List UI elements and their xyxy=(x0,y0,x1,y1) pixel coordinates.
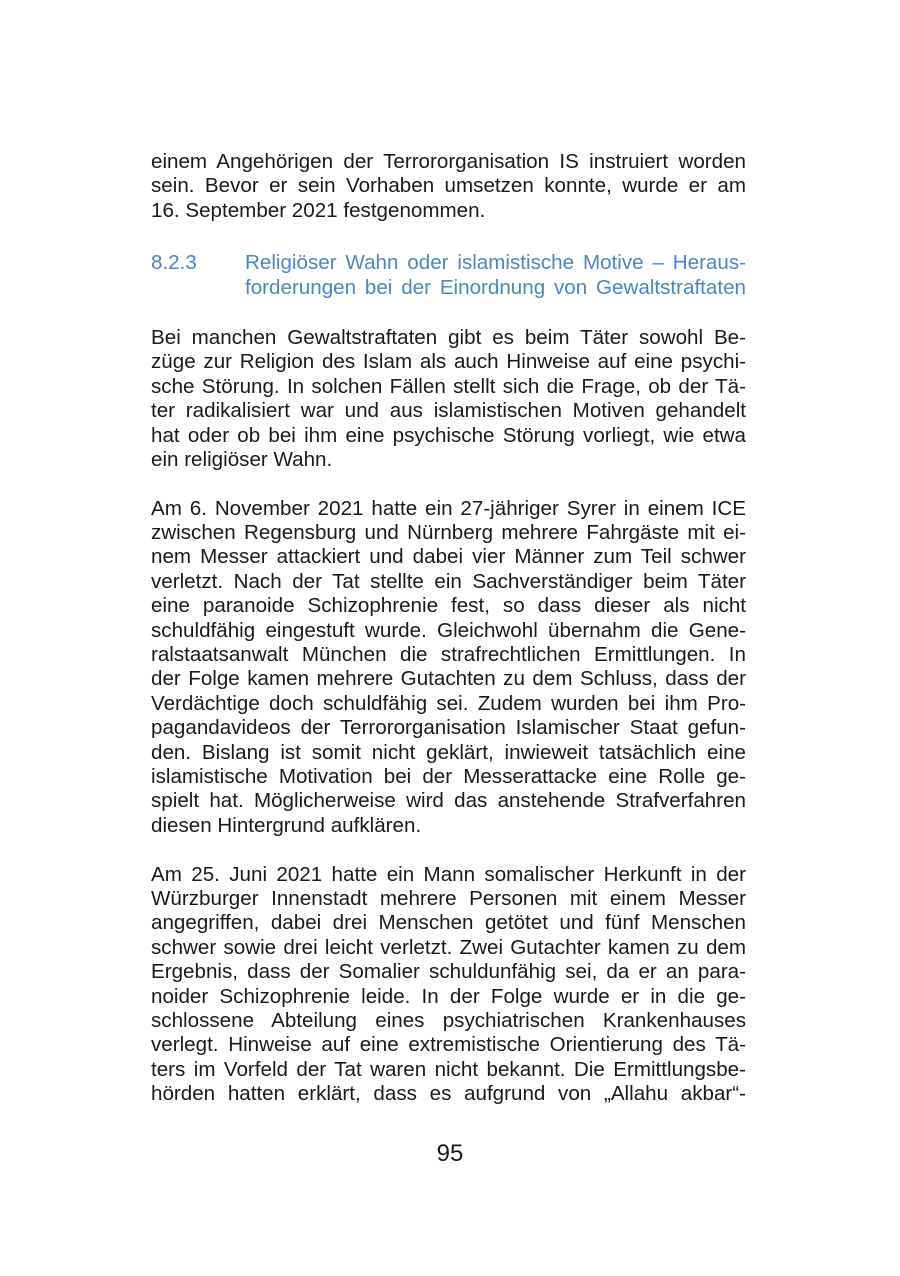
text-line: 16. September 2021 festgenommen. xyxy=(151,198,486,222)
text-line: sein. Bevor er sein Vorhaben umsetzen konnte, wurde er am xyxy=(151,174,746,198)
page-body xyxy=(151,150,746,1106)
text-line: Am 6. November 2021 hatte ein 27-jähriger Syrer in einem ICE xyxy=(151,496,746,520)
text-line: züge zur Religion des Islam als auch Hinweise auf eine psychi- xyxy=(151,350,746,374)
text-line: Verdächtige doch schuldfähig sei. Zudem wurden bei ihm Pro- xyxy=(151,691,746,715)
paragraph-3 xyxy=(151,863,746,1107)
text-line: ters im Vorfeld der Tat waren nicht bekannt. Die Ermittlungsbe- xyxy=(151,1057,746,1081)
text-line: schlossene Abteilung eines psychiatrischen Krankenhauses xyxy=(151,1008,746,1032)
text-line: ein religiöser Wahn. xyxy=(151,447,333,471)
section-title-line: forderungen bei der Einordnung von Gewaltstraftaten xyxy=(245,275,746,299)
text-line: nem Messer attackiert und dabei vier Männer zum Teil schwer xyxy=(151,545,746,569)
section-title xyxy=(245,251,746,300)
text-line: verletzt. Nach der Tat stellte ein Sachverständiger beim Täter xyxy=(151,569,746,593)
text-line: verlegt. Hinweise auf eine extremistische Orientierung des Tä- xyxy=(151,1033,746,1057)
text-line: den. Bislang ist somit nicht geklärt, inwieweit tatsächlich eine xyxy=(151,740,746,764)
text-line: ralstaatsanwalt München die strafrechtlichen Ermittlungen. In xyxy=(151,643,746,667)
intro-paragraph xyxy=(151,150,746,223)
text-line: schwer sowie drei leicht verletzt. Zwei Gutachter kamen zu dem xyxy=(151,935,746,959)
text-line: Ergebnis, dass der Somalier schuldunfähig sei, da er an para- xyxy=(151,960,746,984)
section-heading xyxy=(151,251,746,300)
paragraph-2 xyxy=(151,497,746,838)
text-line: islamistische Motivation bei der Messerattacke eine Rolle ge- xyxy=(151,765,746,788)
text-line: Bei manchen Gewaltstraftaten gibt es beim Täter sowohl Be- xyxy=(151,325,746,349)
text-line: spielt hat. Möglicherweise wird das anstehende Strafverfahren xyxy=(151,789,746,813)
text-line: noider Schizophrenie leide. In der Folge wurde er in die ge- xyxy=(151,984,746,1008)
text-line: diesen Hintergrund aufklären. xyxy=(151,813,422,837)
text-line: schuldfähig eingestuft wurde. Gleichwohl übernahm die Gene- xyxy=(151,618,746,642)
text-line: pagandavideos der Terrororganisation Islamischer Staat gefun- xyxy=(151,716,746,740)
text-line: eine paranoide Schizophrenie fest, so dass dieser als nicht xyxy=(151,594,746,618)
text-line: Würzburger Innenstadt mehrere Personen mit einem Messer xyxy=(151,886,746,910)
text-line: hat oder ob bei ihm eine psychische Störung vorliegt, wie etwa xyxy=(151,423,746,447)
text-line: hörden hatten erklärt, dass es aufgrund von „Allahu akbar“- xyxy=(151,1082,746,1106)
section-number: 8.2.3 xyxy=(151,251,197,275)
text-line: einem Angehörigen der Terrororganisation IS instruiert worden xyxy=(151,150,746,173)
text-line: der Folge kamen mehrere Gutachten zu dem Schluss, dass der xyxy=(151,667,746,691)
page-number: 95 xyxy=(436,1140,464,1167)
section-title-line: Religiöser Wahn oder islamistische Motive – Heraus- xyxy=(245,251,746,275)
text-line: zwischen Regensburg und Nürnberg mehrere Fahrgäste mit ei- xyxy=(151,521,746,545)
paragraph-1 xyxy=(151,326,746,472)
text-line: angegriffen, dabei drei Menschen getötet und fünf Menschen xyxy=(151,911,746,935)
text-line: Am 25. Juni 2021 hatte ein Mann somalischer Herkunft in der xyxy=(151,862,746,886)
text-line: sche Störung. In solchen Fällen stellt sich die Frage, ob der Tä- xyxy=(151,374,746,398)
text-line: ter radikalisiert war und aus islamistischen Motiven gehandelt xyxy=(151,399,746,423)
